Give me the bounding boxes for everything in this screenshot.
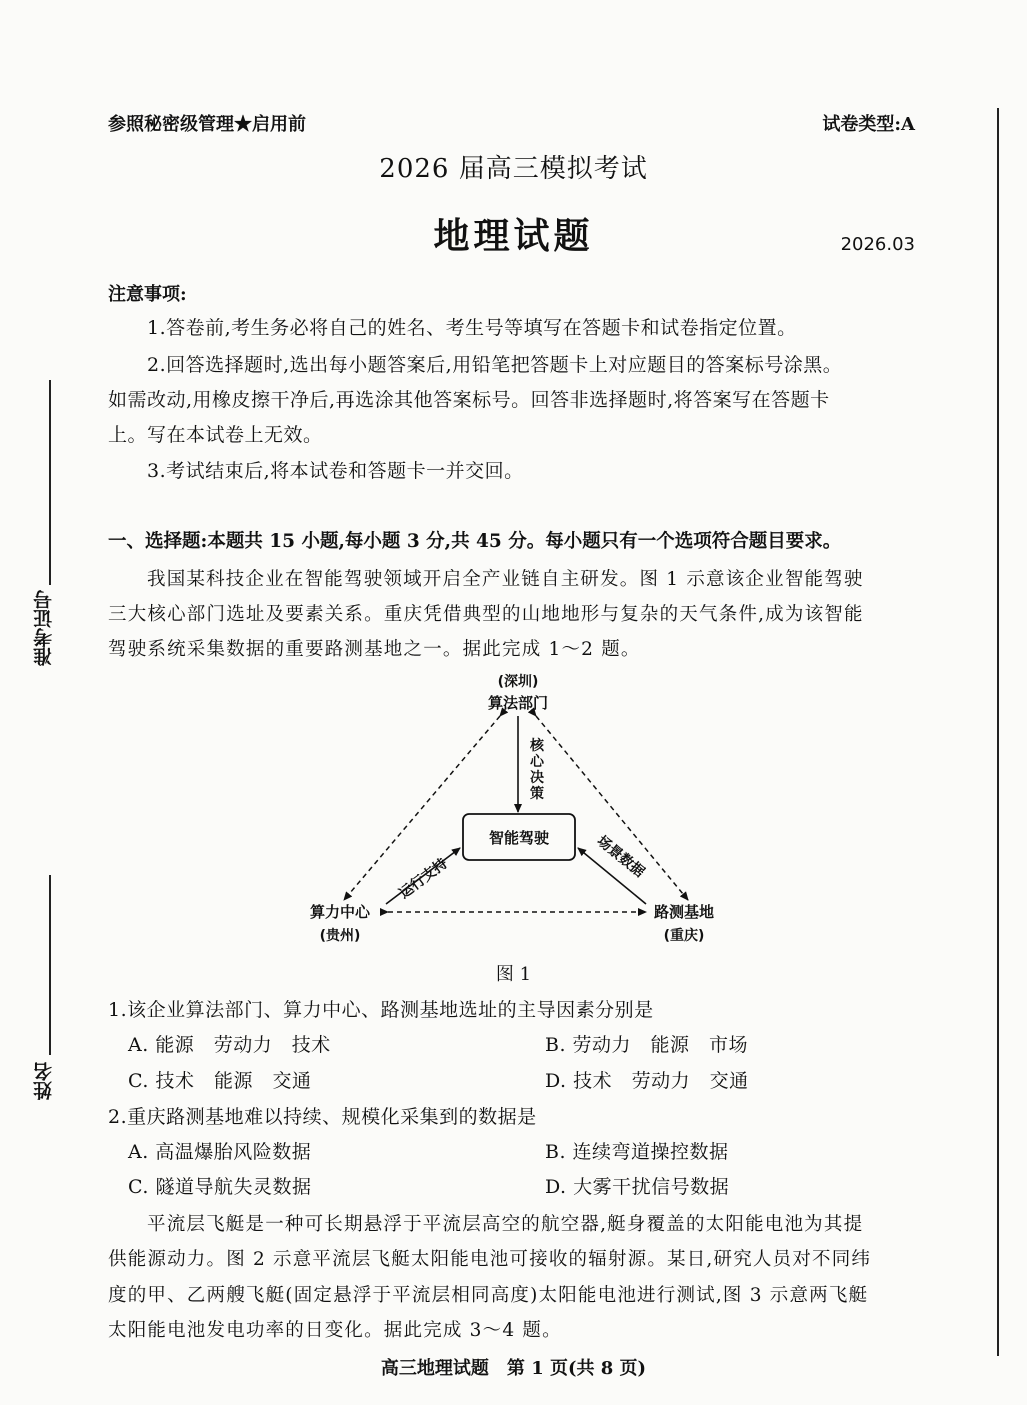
intro2-line-4: 太阳能电池发电功率的日变化。据此完成 3～4 题。 <box>108 1320 562 1341</box>
question-2-option-d: D. 大雾干扰信号数据 <box>545 1176 730 1198</box>
left-arrow-label: 运行支持 <box>396 855 451 903</box>
notes-heading: 注意事项: <box>108 284 187 305</box>
exam-date: 2026.03 <box>840 234 915 255</box>
intro2-line-3: 度的甲、乙两艘飞艇(固定悬浮于平流层相同高度)太阳能电池进行测试,图 3 示意两飞艇 <box>108 1285 869 1306</box>
down-label-3: 决 <box>530 770 544 786</box>
exam-id-label: 准考证号 <box>33 590 55 666</box>
center-label: 智能驾驶 <box>488 829 550 847</box>
question-2-option-b: B. 连续弯道操控数据 <box>545 1141 729 1163</box>
left-dept: 算力中心 <box>309 903 371 921</box>
section1-heading: 一、选择题:本题共 15 小题,每小题 3 分,共 45 分。每小题只有一个选项符合题目要求。 <box>108 531 842 552</box>
down-label-4: 策 <box>530 786 544 802</box>
exam-title: 2026 届高三模拟考试 <box>379 154 648 184</box>
question-2-option-a: A. 高温爆胎风险数据 <box>128 1141 312 1163</box>
note-line-2: 2.回答选择题时,选出每小题答案后,用铅笔把答题卡上对应题目的答案标号涂黑。 <box>147 354 843 376</box>
note-line-3: 如需改动,用橡皮擦干净后,再选涂其他答案标号。回答非选择题时,将答案写在答题卡 <box>108 389 830 411</box>
intro1-line-2: 三大核心部门选址及要素关系。重庆凭借典型的山地地形与复杂的天气条件,成为该智能 <box>108 604 864 625</box>
top-city: (深圳) <box>497 674 539 690</box>
note-line-4: 上。写在本试卷上无效。 <box>108 424 323 446</box>
figure-1-diagram <box>300 668 740 953</box>
right-dept: 路测基地 <box>653 903 715 921</box>
right-city: (重庆) <box>663 928 705 944</box>
intro1-line-1: 我国某科技企业在智能驾驶领域开启全产业链自主研发。图 1 示意该企业智能驾驶 <box>147 569 864 590</box>
page-footer: 高三地理试题 第 1 页(共 8 页) <box>380 1358 647 1379</box>
right-arrow-label: 场景数据 <box>593 833 648 881</box>
question-1-option-b: B. 劳动力 能源 市场 <box>545 1034 749 1056</box>
right-dashed-link <box>536 716 688 900</box>
down-label-1: 核 <box>530 738 544 754</box>
left-city: (贵州) <box>319 928 361 944</box>
question-1-option-d: D. 技术 劳动力 交通 <box>545 1070 749 1092</box>
note-line-1: 1.答卷前,考生务必将自己的姓名、考生号等填写在答题卡和试卷指定位置。 <box>147 317 797 339</box>
question-2-stem: 2.重庆路测基地难以持续、规模化采集到的数据是 <box>108 1106 537 1128</box>
paper-type: 试卷类型:A <box>822 114 915 135</box>
exam-id-blank-line <box>49 380 51 585</box>
right-margin-rule <box>997 108 999 1356</box>
intro1-line-3: 驾驶系统采集数据的重要路测基地之一。据此完成 1～2 题。 <box>108 639 641 660</box>
figure-1-caption: 图 1 <box>495 964 532 985</box>
intro2-line-1: 平流层飞艇是一种可长期悬浮于平流层高空的航空器,艇身覆盖的太阳能电池为其提 <box>147 1214 864 1235</box>
question-1-option-a: A. 能源 劳动力 技术 <box>128 1034 331 1056</box>
question-2-option-c: C. 隧道导航失灵数据 <box>128 1176 312 1198</box>
confidential-note: 参照秘密级管理★启用前 <box>108 114 306 135</box>
note-line-5: 3.考试结束后,将本试卷和答题卡一并交回。 <box>147 460 524 482</box>
question-1-stem: 1.该企业算法部门、算力中心、路测基地选址的主导因素分别是 <box>108 999 654 1021</box>
subject-title: 地理试题 <box>433 215 594 257</box>
intro2-line-2: 供能源动力。图 2 示意平流层飞艇太阳能电池可接收的辐射源。某日,研究人员对不同纬 <box>108 1249 872 1270</box>
top-dept: 算法部门 <box>487 694 549 712</box>
down-label-2: 心 <box>530 754 544 770</box>
question-1-option-c: C. 技术 能源 交通 <box>128 1070 312 1092</box>
name-label: 姓名 <box>33 1062 55 1100</box>
